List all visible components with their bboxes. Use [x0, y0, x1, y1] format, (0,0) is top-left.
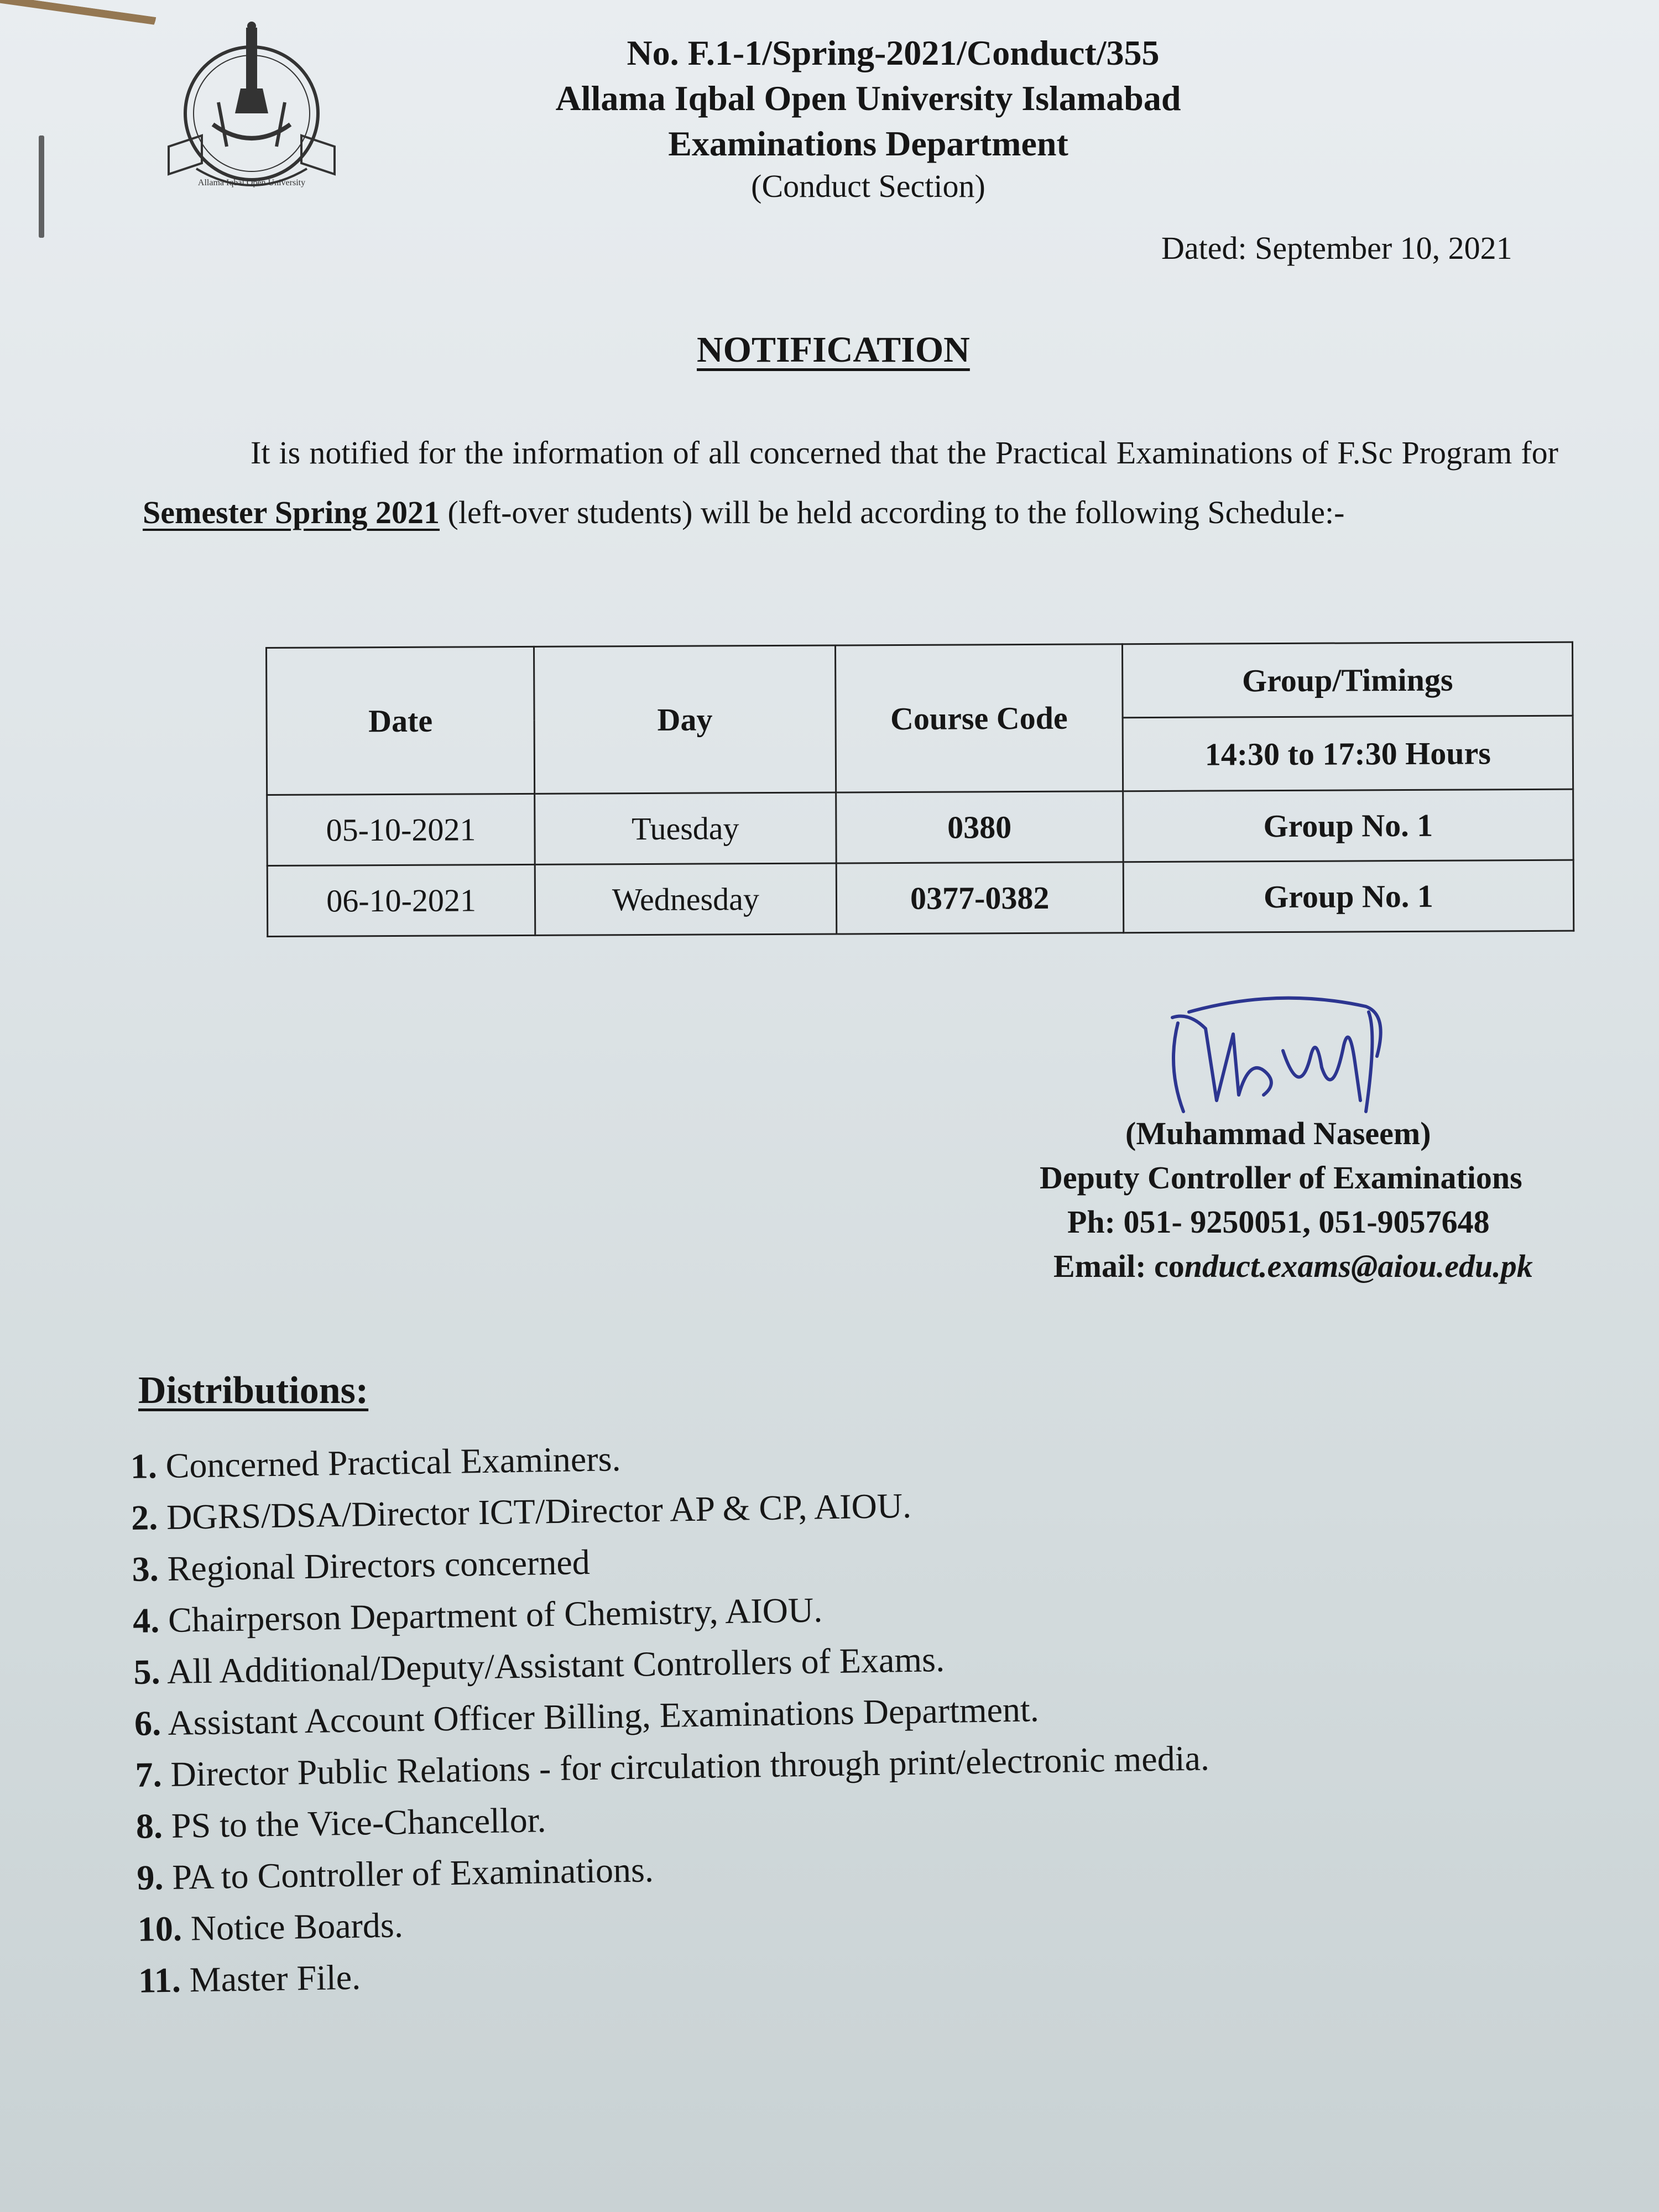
email-label: Email: co: [1053, 1248, 1185, 1284]
university-name: Allama Iqbal Open University Islamabad: [555, 79, 1181, 118]
header-group-timings: Group/Timings: [1122, 642, 1573, 718]
list-item: 3. Regional Directors concerned: [132, 1542, 591, 1589]
table-row: [267, 789, 1574, 865]
logo-text: Allama Iqbal Open University: [197, 178, 306, 187]
list-item: 1. Concerned Practical Examiners.: [130, 1439, 621, 1486]
signatory-title: Deputy Controller of Examinations: [1040, 1160, 1522, 1196]
list-item: 2. DGRS/DSA/Director ICT/Director AP & CP, AIOU.: [131, 1485, 912, 1537]
header-date: Date: [267, 646, 535, 795]
list-item: 7. Director Public Relations - for circulation through print/electronic media.: [134, 1738, 1210, 1794]
cell-group: Group No. 1: [1123, 789, 1574, 862]
signatory-phone: Ph: 051- 9250051, 051-9057648: [1067, 1204, 1490, 1240]
list-item: 4. Chairperson Department of Chemistry, AIOU.: [132, 1590, 823, 1640]
distribution-list: [130, 1423, 1213, 2006]
signatory-name: (Muhammad Naseem): [1125, 1115, 1431, 1151]
section-name: (Conduct Section): [751, 168, 985, 204]
notification-title: NOTIFICATION: [697, 330, 970, 370]
university-logo-icon: [158, 19, 346, 207]
body-text-part2: (left-over students) will be held according to the following Schedule:-: [440, 494, 1345, 530]
signatory-email: [1040, 1244, 1593, 1288]
cell-course-code: 0377-0382: [836, 862, 1124, 934]
cell-day: Tuesday: [535, 792, 836, 864]
list-item: 6. Assistant Account Officer Billing, Examinations Department.: [134, 1689, 1040, 1743]
distribution-heading: Distributions:: [138, 1369, 369, 1412]
header-timings: 14:30 to 17:30 Hours: [1123, 716, 1573, 791]
binding-thread: [0, 0, 156, 47]
cell-course-code: 0380: [836, 791, 1123, 863]
punch-hole-mark: [39, 135, 44, 238]
header-course-code: Course Code: [835, 644, 1123, 792]
semester-emphasis: Semester Spring 2021: [143, 494, 440, 530]
signatory-block: [1040, 1112, 1593, 1288]
dated-line: Dated: September 10, 2021: [1161, 230, 1512, 266]
notification-body: [143, 423, 1558, 542]
list-item: 8. PS to the Vice-Chancellor.: [135, 1800, 546, 1846]
email-address: nduct.exams@aiou.edu.pk: [1184, 1248, 1533, 1284]
reference-number: No. F.1-1/Spring-2021/Conduct/355: [627, 33, 1160, 72]
list-item: 10. Notice Boards.: [137, 1905, 404, 1949]
letter-header: [453, 30, 1283, 206]
cell-date: 05-10-2021: [267, 794, 535, 865]
list-item: 9. PA to Controller of Examinations.: [136, 1850, 654, 1897]
list-item: 11. Master File.: [138, 1957, 361, 2000]
list-item: 5. All Additional/Deputy/Assistant Controllers of Exams.: [133, 1639, 945, 1692]
department-name: Examinations Department: [668, 124, 1068, 163]
cell-date: 06-10-2021: [267, 864, 535, 936]
cell-group: Group No. 1: [1123, 860, 1574, 933]
header-day: Day: [534, 645, 836, 794]
schedule-table: [265, 641, 1574, 937]
body-text-part1: It is notified for the information of all concerned that the Practical Examinations of F.Sc Program for: [251, 435, 1558, 471]
table-row: [267, 860, 1574, 936]
cell-day: Wednesday: [535, 863, 836, 935]
